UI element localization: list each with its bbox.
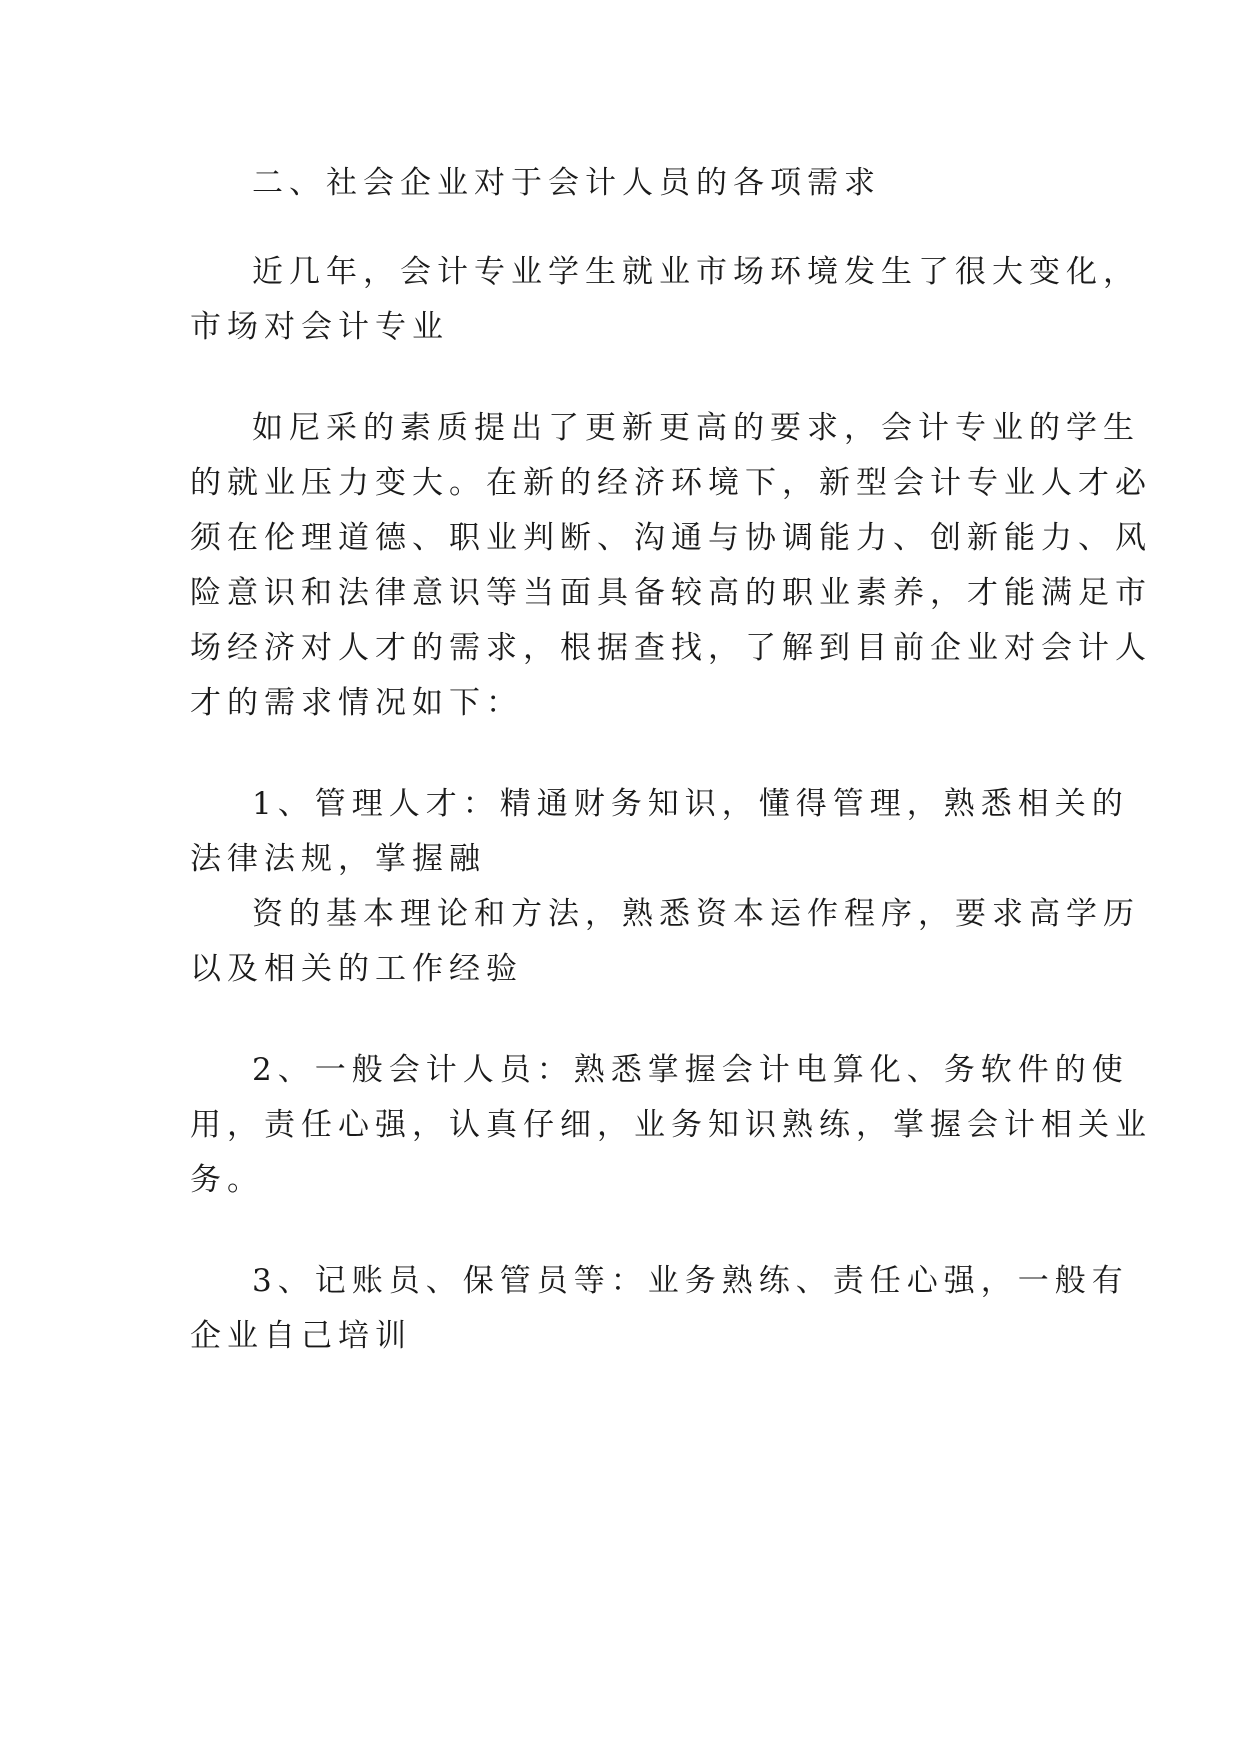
paragraph-line: 须在伦理道德、职业判断、沟通与协调能力、创新能力、风 — [190, 520, 1152, 556]
list-item-line: 以及相关的工作经验 — [190, 951, 523, 987]
list-item-line: 企业自己培训 — [190, 1318, 412, 1354]
section-heading: 二、社会企业对于会计人员的各项需求 — [252, 165, 881, 201]
paragraph-line: 的就业压力变大。在新的经济环境下，新型会计专业人才必 — [190, 465, 1152, 501]
paragraph-line: 场经济对人才的需求，根据查找，了解到目前企业对会计人 — [190, 630, 1152, 666]
list-item-line: 资的基本理论和方法，熟悉资本运作程序，要求高学历 — [252, 896, 1140, 932]
list-item-line: 用，责任心强，认真仔细，业务知识熟练，掌握会计相关业 — [190, 1107, 1152, 1143]
list-item-line: 1、管理人才：精通财务知识，懂得管理，熟悉相关的 — [252, 786, 1129, 822]
paragraph-line: 市场对会计专业 — [190, 309, 449, 345]
paragraph-line: 才的需求情况如下： — [190, 685, 523, 721]
list-item-line: 法律法规，掌握融 — [190, 841, 486, 877]
paragraph-line: 近几年，会计专业学生就业市场环境发生了很大变化， — [252, 254, 1140, 290]
list-item-line: 3、记账员、保管员等：业务熟练、责任心强，一般有 — [252, 1263, 1129, 1299]
list-item-line: 2、一般会计人员：熟悉掌握会计电算化、务软件的使 — [252, 1052, 1129, 1088]
paragraph-line: 如尼采的素质提出了更新更高的要求，会计专业的学生 — [252, 410, 1140, 446]
paragraph-line: 险意识和法律意识等当面具备较高的职业素养，才能满足市 — [190, 575, 1152, 611]
list-item-line: 务。 — [190, 1162, 264, 1198]
